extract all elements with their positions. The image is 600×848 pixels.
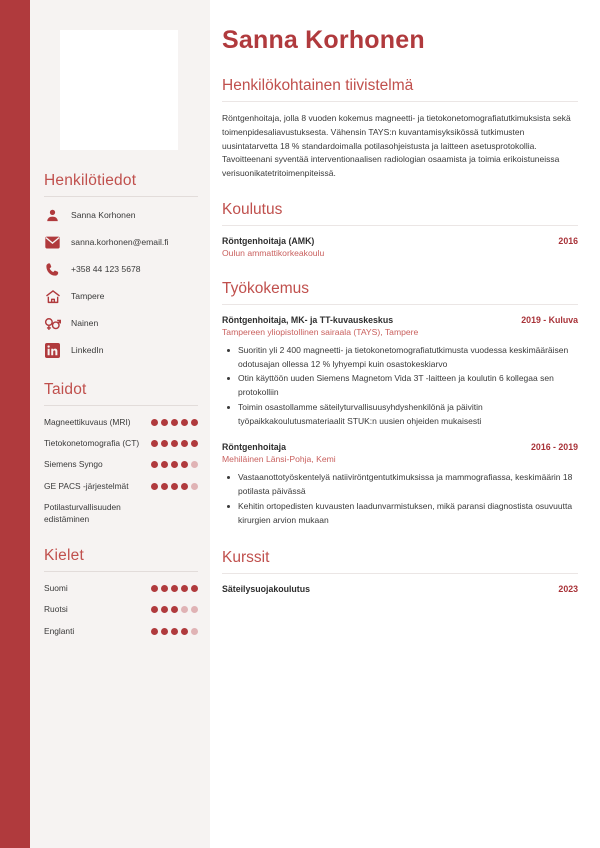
skill-row [44, 458, 198, 470]
rating-dot [151, 440, 158, 447]
rating-dot [191, 483, 198, 490]
language-row [44, 582, 198, 594]
language-row [44, 625, 198, 637]
bullet-item: Otin käyttöön uuden Siemens Magnetom Vida 3T -laitteen ja koulutin 6 kollegaa sen protokolliin [222, 372, 578, 400]
entry-header [222, 442, 578, 452]
rating-dot [191, 461, 198, 468]
skill-rating [151, 458, 198, 468]
contact-item-linkedin[interactable] [44, 342, 198, 359]
courses-divider [222, 573, 578, 574]
rating-dot [161, 585, 168, 592]
entry-organization: Mehiläinen Länsi-Pohja, Kemi [222, 454, 336, 465]
summary-heading: Henkilökohtainen tiivistelmä [222, 77, 414, 94]
person-icon [44, 207, 61, 224]
languages-divider [44, 571, 198, 572]
entry-title: Säteilysuojakoulutus [222, 584, 310, 595]
entry [222, 584, 578, 594]
rating-dot [191, 606, 198, 613]
phone-icon [44, 261, 61, 278]
rating-dot [161, 628, 168, 635]
rating-dot [161, 419, 168, 426]
entry-title: Röntgenhoitaja (AMK) [222, 235, 315, 246]
languages-heading: Kielet [44, 547, 84, 565]
contact-value-email: sanna.korhonen@email.fi [71, 236, 169, 247]
entry-title: Röntgenhoitaja, MK- ja TT-kuvauskeskus [222, 314, 394, 325]
education-entries [222, 236, 578, 258]
summary-text: Röntgenhoitaja, jolla 8 vuoden kokemus magneetti- ja tietokonetomografiatutkimuksista sekä toimenpidesaliavustuksesta. Vähensin TAYS:n kuvantamisyksikössä tutkimusten uusintatarvetta 18 % standardoimalla potilasohjeistusta ja laitteen asetusprotokollia. Tavoitteenani syventää interventionaalisen radiologian osaamista ja toimia erikoistuneissa verisuonikatetritoimenpiteissä. [222, 113, 571, 179]
contact-item-gender [44, 315, 198, 332]
entry-bullets [222, 344, 578, 429]
entry-organization: Tampereen yliopistollinen sairaala (TAYS), Tampere [222, 326, 419, 337]
main-content [210, 0, 600, 848]
entry-header [222, 315, 578, 325]
contact-heading: Henkilötiedot [44, 172, 137, 189]
gender-icon [44, 315, 61, 332]
skill-label: GE PACS -järjestelmät [44, 480, 129, 491]
skill-label: Potilasturvallisuuden edistäminen [44, 501, 121, 524]
rating-dot [171, 419, 178, 426]
contact-item-location [44, 288, 198, 305]
contact-value-location: Tampere [71, 290, 105, 301]
rating-dot [151, 585, 158, 592]
skill-row [44, 480, 198, 492]
language-row [44, 603, 198, 615]
rating-dot [171, 585, 178, 592]
contact-list [44, 207, 198, 359]
entry [222, 236, 578, 258]
entry-date: 2016 - 2019 [531, 442, 578, 453]
contact-value-linkedin: LinkedIn [71, 344, 104, 355]
rating-dot [181, 461, 188, 468]
profile-photo-placeholder [60, 30, 178, 150]
rating-dot [181, 585, 188, 592]
contact-value-gender: Nainen [71, 317, 99, 328]
entry-header [222, 236, 578, 246]
bullet-item: Toimin osastollamme säteilyturvallisuusyhdyshenkilönä ja päivitin työpaikkakoulutusmateriaalit STUK:n uusien ohjeiden mukaisesti [222, 401, 578, 429]
language-label: Ruotsi [44, 604, 68, 615]
language-rating [151, 625, 198, 635]
skill-rating [151, 480, 198, 490]
rating-dot [191, 419, 198, 426]
language-rating [151, 582, 198, 592]
courses-entries [222, 584, 578, 594]
contact-value-name: Sanna Korhonen [71, 209, 136, 220]
envelope-icon [44, 234, 61, 251]
rating-dot [161, 440, 168, 447]
entry-organization: Oulun ammattikorkeakoulu [222, 247, 325, 258]
rating-dot [181, 483, 188, 490]
entry-date: 2023 [558, 584, 578, 595]
skills-list [44, 416, 198, 525]
rating-dot [181, 440, 188, 447]
summary-divider [222, 101, 578, 102]
rating-dot [151, 483, 158, 490]
entry-header [222, 584, 578, 594]
entry [222, 442, 578, 527]
home-icon [44, 288, 61, 305]
skills-section [38, 381, 198, 525]
experience-divider [222, 304, 578, 305]
education-section [222, 201, 578, 258]
left-accent-bar [0, 0, 30, 848]
education-heading: Koulutus [222, 200, 283, 218]
skills-divider [44, 405, 198, 406]
rating-dot [151, 461, 158, 468]
rating-dot [181, 419, 188, 426]
education-divider [222, 225, 578, 226]
languages-list [44, 582, 198, 637]
skill-row [44, 437, 198, 449]
rating-dot [171, 440, 178, 447]
rating-dot [171, 461, 178, 468]
language-rating [151, 603, 198, 613]
rating-dot [151, 419, 158, 426]
contact-item-phone[interactable] [44, 261, 198, 278]
contact-item-name [44, 207, 198, 224]
skill-rating [151, 416, 198, 426]
contact-item-email[interactable] [44, 234, 198, 251]
rating-dot [181, 628, 188, 635]
bullet-item: Vastaanottotyöskentelyä natiiviröntgentutkimuksissa ja mammografiassa, keskimäärin 18 potilasta päivässä [222, 471, 578, 499]
rating-dot [171, 628, 178, 635]
sidebar [30, 0, 210, 848]
bullet-item: Kehitin ortopedisten kuvausten laadunvarmistuksen, mikä paransi diagnostista osuvuutta kirurgien arvion mukaan [222, 500, 578, 528]
experience-entries [222, 315, 578, 528]
skill-label: Siemens Syngo [44, 459, 103, 470]
rating-dot [151, 628, 158, 635]
rating-dot [171, 483, 178, 490]
rating-dot [161, 483, 168, 490]
entry-bullets [222, 471, 578, 527]
rating-dot [191, 628, 198, 635]
experience-heading: Työkokemus [222, 279, 310, 297]
contact-value-phone: +358 44 123 5678 [71, 263, 141, 274]
rating-dot [161, 606, 168, 613]
rating-dot [161, 461, 168, 468]
courses-heading: Kurssit [222, 549, 270, 567]
page-title: Sanna Korhonen [222, 26, 425, 54]
entry [222, 315, 578, 429]
rating-dot [191, 585, 198, 592]
skill-row [44, 501, 198, 525]
experience-section [222, 280, 578, 528]
rating-dot [151, 606, 158, 613]
skills-heading: Taidot [44, 381, 87, 398]
contact-section [38, 172, 198, 359]
rating-dot [181, 606, 188, 613]
bullet-item: Suoritin yli 2 400 magneetti- ja tietokonetomografiatutkimusta vuodessa keskimääräisen odotusajan ollessa 12 % lyhyempi kuin osastokeskiarvo [222, 344, 578, 372]
rating-dot [191, 440, 198, 447]
courses-section [222, 549, 578, 594]
entry-date: 2019 - Kuluva [521, 314, 578, 325]
skill-rating [151, 437, 198, 447]
rating-dot [171, 606, 178, 613]
language-label: Suomi [44, 583, 68, 594]
language-label: Englanti [44, 625, 75, 636]
skill-row [44, 416, 198, 428]
contact-divider [44, 196, 198, 197]
skill-label: Tietokonetomografia (CT) [44, 438, 140, 449]
skill-label: Magneettikuvaus (MRI) [44, 417, 131, 427]
summary-section [222, 77, 578, 181]
entry-date: 2016 [558, 235, 578, 246]
linkedin-icon [44, 342, 61, 359]
languages-section [38, 547, 198, 637]
entry-title: Röntgenhoitaja [222, 442, 287, 453]
